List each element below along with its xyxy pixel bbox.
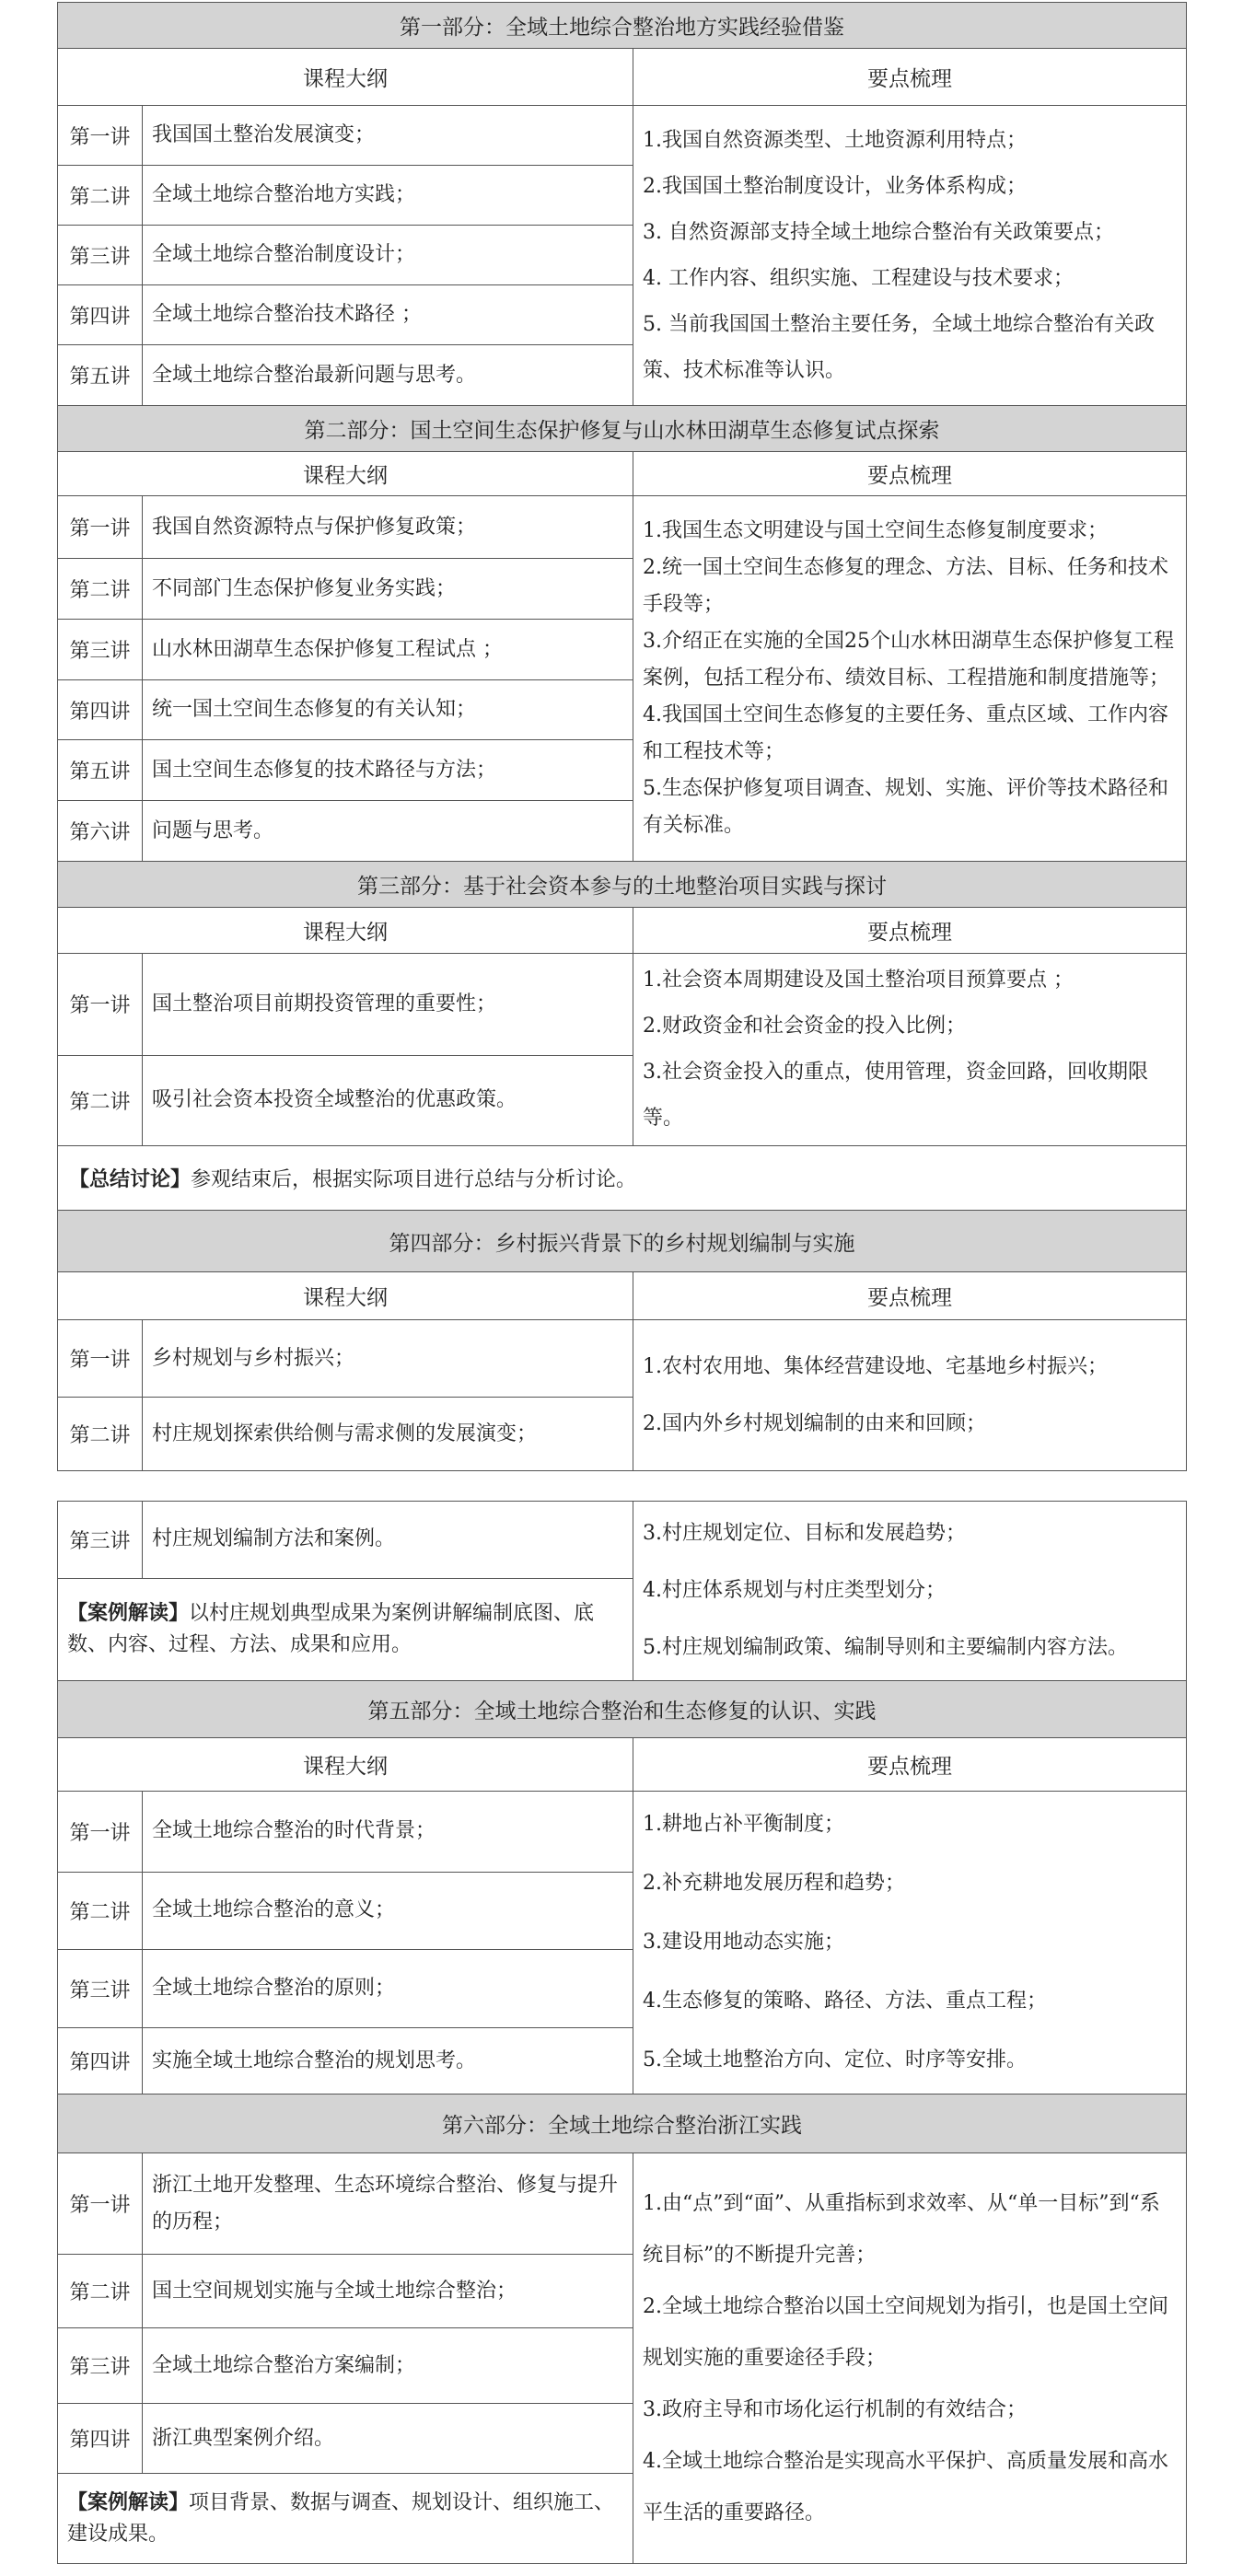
course-table-1: [57, 2, 1187, 1471]
points-header: 要点梳理: [633, 452, 1187, 496]
lecture-number: 第四讲: [58, 2028, 143, 2094]
lecture-topic: 全域土地综合整治的原则；: [143, 1949, 633, 2028]
point-item: 5.全域土地整治方向、定位、时序等安排。: [643, 2048, 1027, 2071]
point-item: 3.社会资金投入的重点，使用管理，资金回路，回收期限等。: [643, 1061, 1148, 1130]
lecture-number: 第二讲: [58, 559, 143, 620]
key-points: [633, 954, 1187, 1146]
lecture-topic: 浙江典型案例介绍。: [143, 2404, 633, 2474]
lecture-topic: 全域土地综合整治最新问题与思考。: [143, 345, 633, 406]
point-item: 3.建设用地动态实施；: [643, 1931, 844, 1954]
key-points: [633, 496, 1187, 862]
case-text: 以村庄规划典型成果为案例讲解编制底图、底数、内容、过程、方法、成果和应用。: [67, 1602, 595, 1657]
point-item: 1.农村农用地、集体经营建设地、宅基地乡村振兴；: [643, 1354, 1108, 1378]
point-item: 2.统一国土空间生态修复的理念、方法、目标、任务和技术手段等；: [643, 556, 1168, 616]
part2-title: 第二部分：国土空间生态保护修复与山水林田湖草生态修复试点探索: [58, 406, 1187, 452]
lecture-topic: 不同部门生态保护修复业务实践；: [143, 559, 633, 620]
point-item: 4.全域土地综合整治是实现高水平保护、高质量发展和高水平生活的重要路径。: [643, 2449, 1168, 2524]
point-item: 1.社会资本周期建设及国土整治项目预算要点 ；: [643, 969, 1074, 992]
point-item: 4.村庄体系规划与村庄类型划分；: [643, 1579, 946, 1602]
lecture-topic: 国土空间规划实施与全域土地综合整治；: [143, 2255, 633, 2328]
lecture-topic: 实施全域土地综合整治的规划思考。: [143, 2028, 633, 2094]
lecture-number: 第二讲: [58, 166, 143, 226]
lecture-number: 第一讲: [58, 2153, 143, 2255]
lecture-topic: 全域土地综合整治地方实践；: [143, 166, 633, 226]
course-table-2: [57, 1501, 1187, 2564]
lecture-topic: 我国自然资源特点与保护修复政策；: [143, 496, 633, 559]
part6-title: 第六部分：全域土地综合整治浙江实践: [58, 2094, 1187, 2153]
point-item: 3.介绍正在实施的全国25个山水林田湖草生态保护修复工程案例，包括工程分布、绩效目标、工程措施和制度措施等；: [643, 630, 1174, 690]
lecture-number: 第三讲: [58, 1502, 143, 1579]
discussion-text: 参观结束后，根据实际项目进行总结与分析讨论。: [191, 1168, 637, 1191]
case-study: [58, 2474, 633, 2564]
lecture-number: 第二讲: [58, 1872, 143, 1949]
lecture-topic: 全域土地综合整治的时代背景；: [143, 1792, 633, 1873]
point-item: 3.政府主导和市场化运行机制的有效结合；: [643, 2397, 1027, 2421]
lecture-topic: 全域土地综合整治技术路径 ；: [143, 285, 633, 345]
outline-header: 课程大纲: [58, 49, 633, 106]
outline-header: 课程大纲: [58, 1738, 633, 1792]
part5-title: 第五部分：全域土地综合整治和生态修复的认识、实践: [58, 1681, 1187, 1738]
lecture-number: 第二讲: [58, 2255, 143, 2328]
key-points: [633, 1792, 1187, 2094]
case-text: 项目背景、数据与调查、规划设计、组织施工、建设成果。: [67, 2491, 615, 2546]
outline-header: 课程大纲: [58, 908, 633, 954]
lecture-topic: 山水林田湖草生态保护修复工程试点 ；: [143, 620, 633, 680]
lecture-number: 第一讲: [58, 954, 143, 1056]
point-item: 1.我国生态文明建设与国土空间生态修复制度要求；: [643, 519, 1108, 542]
lecture-topic: 全域土地综合整治制度设计；: [143, 226, 633, 285]
lecture-topic: 全域土地综合整治的意义；: [143, 1872, 633, 1949]
discussion-tag: 【总结讨论】: [69, 1167, 192, 1191]
point-item: 1.耕地占补平衡制度；: [643, 1813, 844, 1836]
points-header: 要点梳理: [633, 1738, 1187, 1792]
point-item: 2.我国国土整治制度设计，业务体系构成；: [643, 174, 1027, 198]
lecture-topic: 我国国土整治发展演变；: [143, 106, 633, 166]
case-study: [58, 1578, 633, 1680]
lecture-number: 第六讲: [58, 801, 143, 862]
lecture-number: 第二讲: [58, 1055, 143, 1145]
lecture-topic: 问题与思考。: [143, 801, 633, 862]
lecture-number: 第三讲: [58, 226, 143, 285]
lecture-number: 第五讲: [58, 345, 143, 406]
key-points: [633, 106, 1187, 406]
lecture-number: 第四讲: [58, 285, 143, 345]
key-points: [633, 2153, 1187, 2564]
summary-discussion: [58, 1146, 1187, 1211]
lecture-topic: 全域土地综合整治方案编制；: [143, 2328, 633, 2404]
point-item: 3.村庄规划定位、目标和发展趋势；: [643, 1522, 966, 1545]
point-item: 4. 工作内容、组织实施、工程建设与技术要求；: [643, 266, 1074, 290]
outline-header: 课程大纲: [58, 452, 633, 496]
point-item: 3. 自然资源部支持全域土地综合整治有关政策要点；: [643, 220, 1114, 244]
lecture-topic: 吸引社会资本投资全域整治的优惠政策。: [143, 1055, 633, 1145]
point-item: 1.我国自然资源类型、土地资源利用特点；: [643, 128, 1027, 152]
case-tag: 【案例解读】: [67, 1601, 190, 1626]
lecture-number: 第一讲: [58, 1792, 143, 1873]
outline-header: 课程大纲: [58, 1272, 633, 1320]
lecture-number: 第五讲: [58, 740, 143, 801]
part1-title: 第一部分：全域土地综合整治地方实践经验借鉴: [58, 3, 1187, 49]
point-item: 5.生态保护修复项目调查、规划、实施、评价等技术路径和有关标准。: [643, 777, 1168, 837]
point-item: 4.生态修复的策略、路径、方法、重点工程；: [643, 1990, 1047, 2013]
lecture-topic: 村庄规划探索供给侧与需求侧的发展演变；: [143, 1398, 633, 1471]
lecture-number: 第一讲: [58, 106, 143, 166]
points-header: 要点梳理: [633, 1272, 1187, 1320]
lecture-topic: 村庄规划编制方法和案例。: [143, 1502, 633, 1579]
lecture-number: 第四讲: [58, 2404, 143, 2474]
point-item: 2.国内外乡村规划编制的由来和回顾；: [643, 1411, 986, 1435]
points-header: 要点梳理: [633, 908, 1187, 954]
lecture-topic: 统一国土空间生态修复的有关认知；: [143, 680, 633, 740]
point-item: 1.由“点”到“面”、从重指标到求效率、从“单一目标”到“系统目标”的不断提升完善；: [643, 2191, 1160, 2267]
lecture-number: 第一讲: [58, 496, 143, 559]
lecture-number: 第一讲: [58, 1320, 143, 1398]
point-item: 5.村庄规划编制政策、编制导则和主要编制内容方法。: [643, 1636, 1128, 1659]
key-points: [633, 1502, 1187, 1681]
point-item: 2.全域土地综合整治以国土空间规划为指引，也是国土空间规划实施的重要途径手段；: [643, 2294, 1168, 2370]
lecture-topic: 乡村规划与乡村振兴；: [143, 1320, 633, 1398]
lecture-number: 第二讲: [58, 1398, 143, 1471]
case-tag: 【案例解读】: [67, 2490, 190, 2514]
point-item: 4.我国国土空间生态修复的主要任务、重点区域、工作内容和工程技术等；: [643, 703, 1168, 763]
lecture-number: 第四讲: [58, 680, 143, 740]
lecture-topic: 浙江土地开发整理、生态环境综合整治、修复与提升的历程；: [143, 2153, 633, 2255]
lecture-topic: 国土整治项目前期投资管理的重要性；: [143, 954, 633, 1056]
lecture-number: 第三讲: [58, 1949, 143, 2028]
point-item: 5. 当前我国国土整治主要任务，全域土地综合整治有关政策、技术标准等认识。: [643, 312, 1155, 382]
part3-title: 第三部分：基于社会资本参与的土地整治项目实践与探讨: [58, 862, 1187, 908]
lecture-number: 第三讲: [58, 620, 143, 680]
points-header: 要点梳理: [633, 49, 1187, 106]
lecture-topic: 国土空间生态修复的技术路径与方法；: [143, 740, 633, 801]
part4-title: 第四部分：乡村振兴背景下的乡村规划编制与实施: [58, 1211, 1187, 1272]
point-item: 2.补充耕地发展历程和趋势；: [643, 1872, 905, 1895]
key-points: [633, 1320, 1187, 1471]
point-item: 2.财政资金和社会资金的投入比例；: [643, 1015, 966, 1038]
lecture-number: 第三讲: [58, 2328, 143, 2404]
